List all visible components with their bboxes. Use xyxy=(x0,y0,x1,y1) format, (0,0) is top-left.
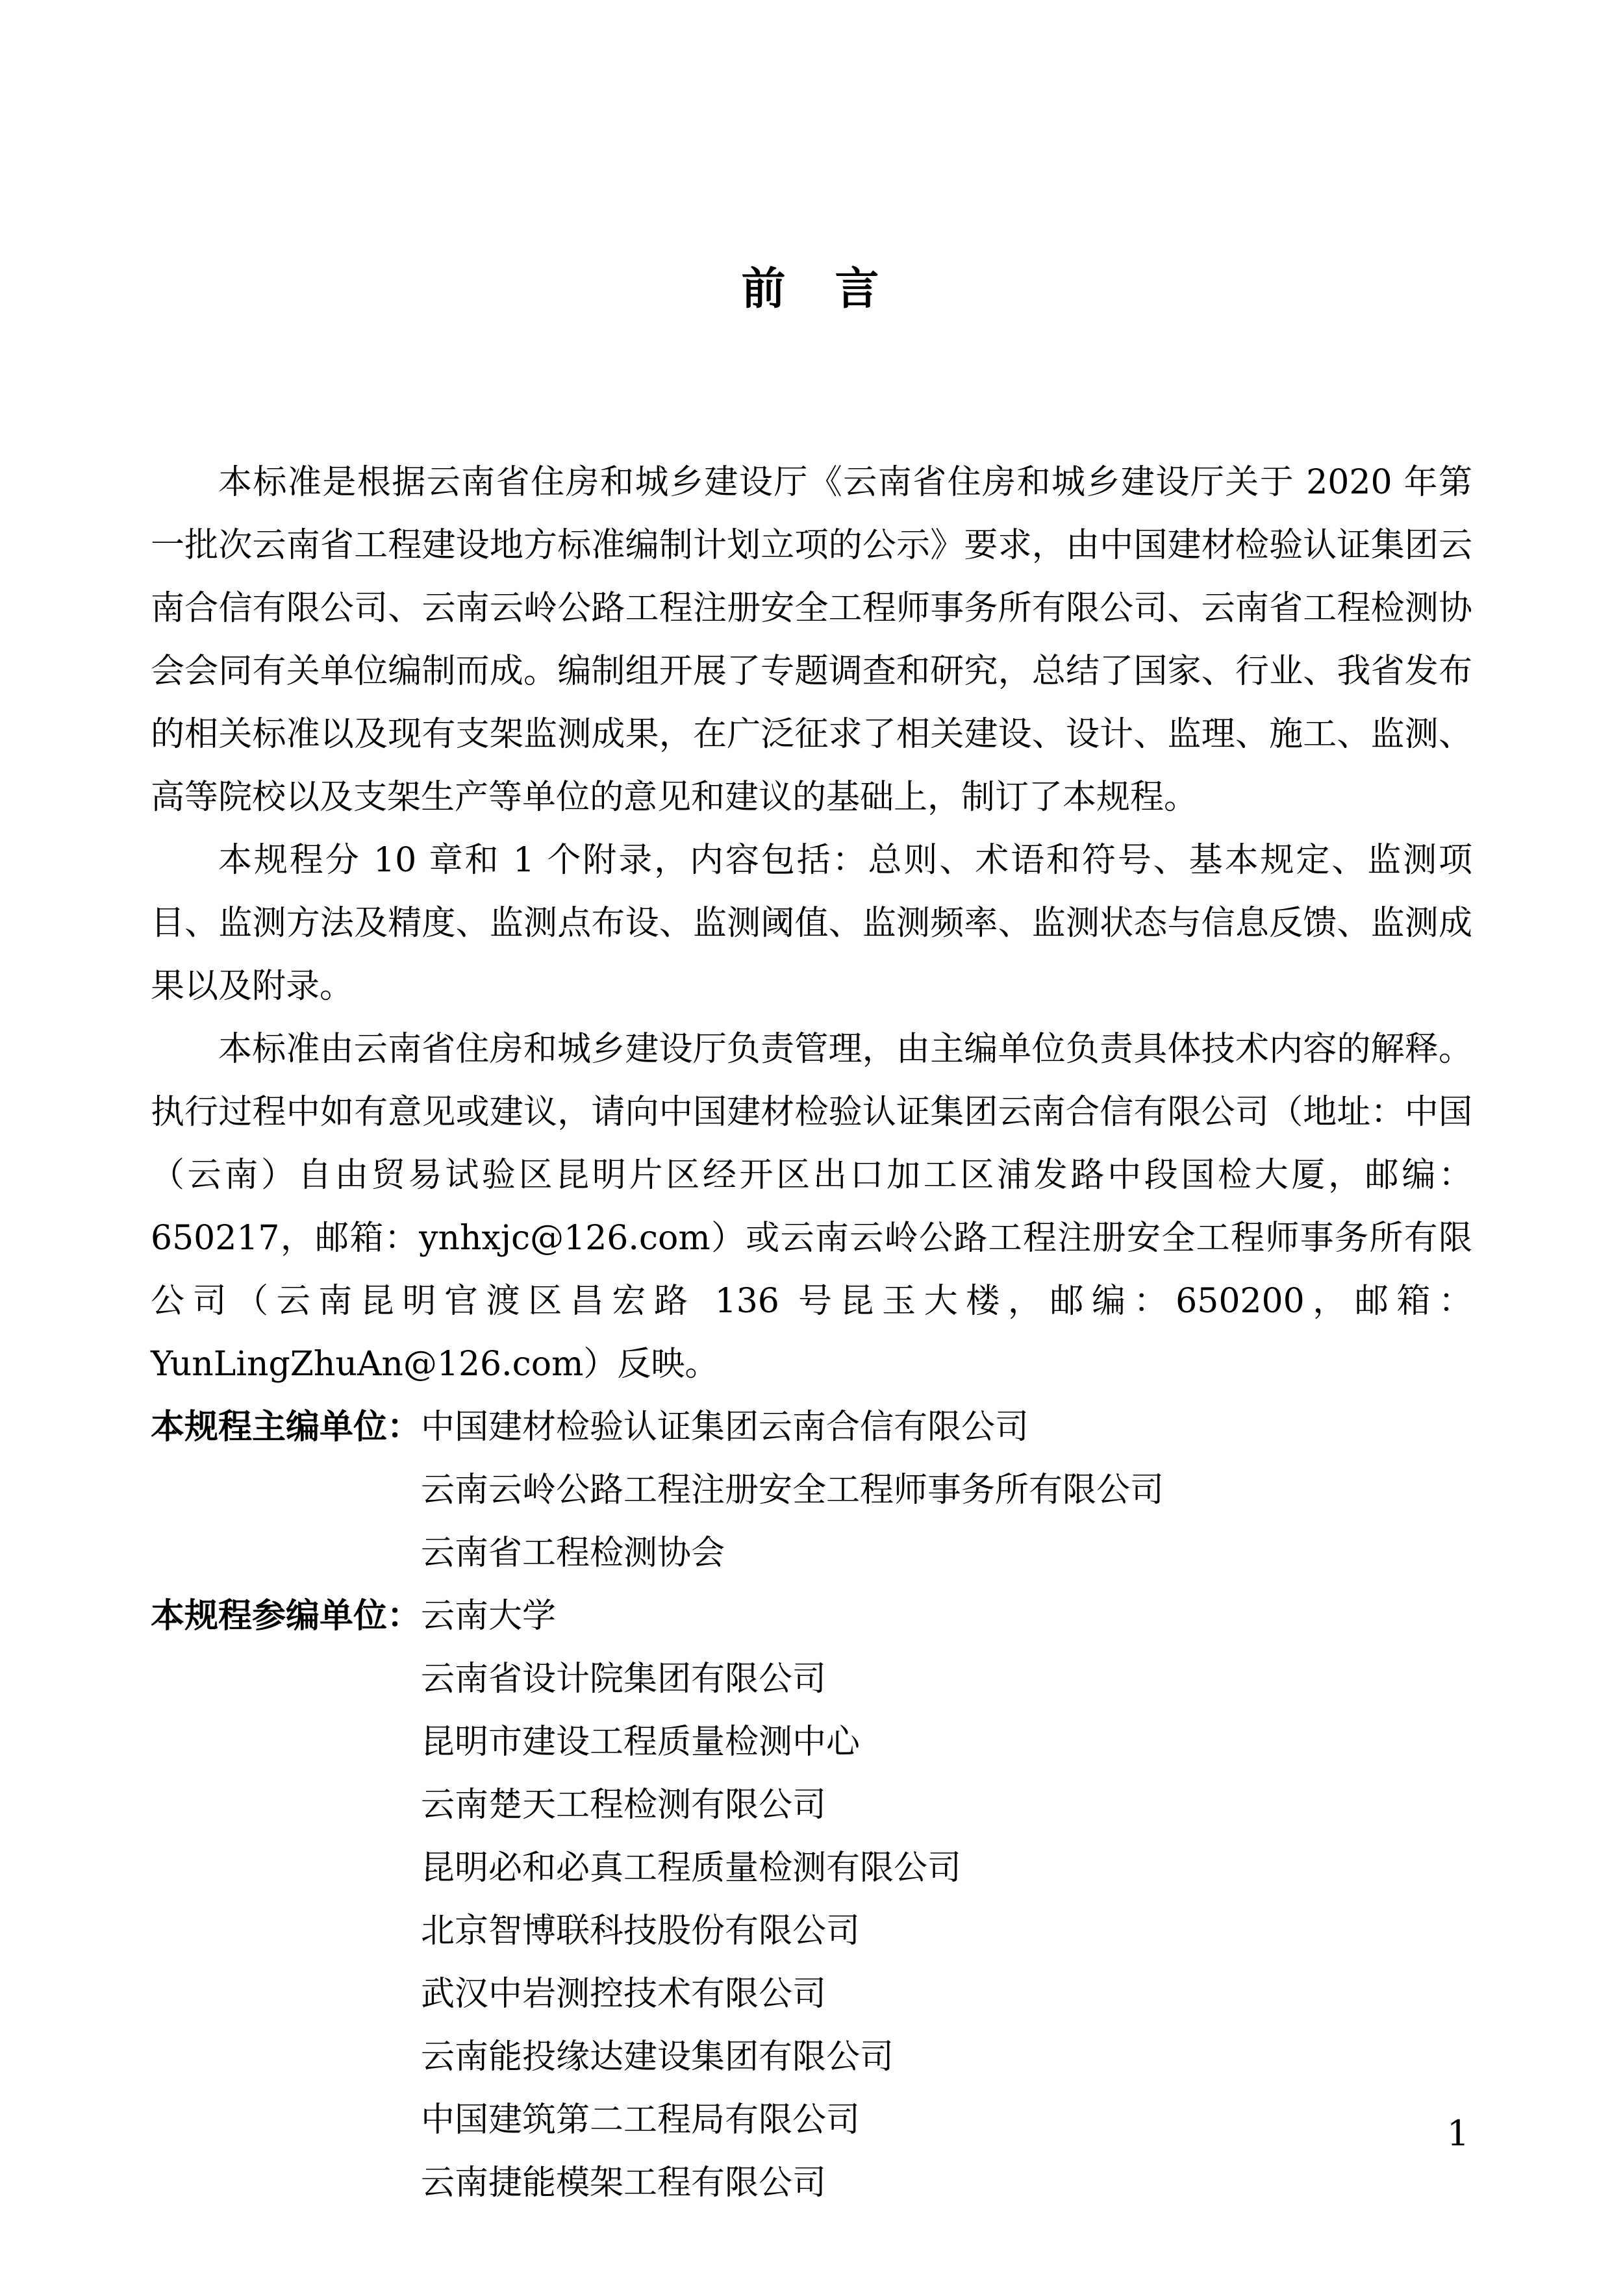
preface-body xyxy=(151,451,1472,2215)
list-item: 云南楚天工程检测有限公司 xyxy=(421,1786,827,1825)
participating-editor-list xyxy=(421,1585,1472,2215)
page-title: 前 言 xyxy=(741,263,882,315)
list-item: 云南省设计院集团有限公司 xyxy=(421,1660,827,1699)
list-item: 中国建筑第二工程局有限公司 xyxy=(421,2101,861,2140)
chief-editor-list xyxy=(421,1396,1472,1585)
list-item: 武汉中岩测控技术有限公司 xyxy=(421,1975,827,2014)
list-item: 云南大学 xyxy=(421,1597,557,1636)
list-item: 云南能投缘达建设集团有限公司 xyxy=(421,2038,894,2077)
preface-paragraph-3: 本标准由云南省住房和城乡建设厅负责管理，由主编单位负责具体技术内容的解释。执行过程中如有意见或建议，请向中国建材检验认证集团云南合信有限公司（地址：中国（云南）自由贸易试验区昆明片区经开区出口加工区浦发路中段国检大厦，邮编：650217，邮箱：ynhxjc@126.com）或云南云岭公路工程注册安全工程师事务所有限公司（云南昆明官渡区昌宏路 136 号昆玉大楼，邮编：650200，邮箱：YunLingZhuAn@126.com）反映。 xyxy=(151,1030,1472,1384)
list-item: 昆明市建设工程质量检测中心 xyxy=(421,1723,861,1762)
participating-editor-block xyxy=(151,1585,1472,2215)
page-content xyxy=(151,0,1472,2215)
list-item: 云南云岭公路工程注册安全工程师事务所有限公司 xyxy=(421,1471,1164,1510)
page-number: 1 xyxy=(1446,2113,1470,2154)
list-item: 云南省工程检测协会 xyxy=(421,1534,725,1573)
preface-paragraph-2: 本规程分 10 章和 1 个附录，内容包括：总则、术语和符号、基本规定、监测项目、监测方法及精度、监测点布设、监测阈值、监测频率、监测状态与信息反馈、监测成果以及附录。 xyxy=(151,841,1472,1006)
chief-editor-block xyxy=(151,1396,1472,1585)
participating-editor-label: 本规程参编单位： xyxy=(151,1597,421,1636)
list-item: 昆明必和必真工程质量检测有限公司 xyxy=(421,1849,962,1888)
list-item: 中国建材检验认证集团云南合信有限公司 xyxy=(421,1408,1029,1447)
preface-paragraph-1: 本标准是根据云南省住房和城乡建设厅《云南省住房和城乡建设厅关于 2020 年第一批次云南省工程建设地方标准编制计划立项的公示》要求，由中国建材检验认证集团云南合信有限公司、云南云岭公路工程注册安全工程师事务所有限公司、云南省工程检测协会会同有关单位编制而成。编制组开展了专题调查和研究，总结了国家、行业、我省发布的相关标准以及现有支架监测成果，在广泛征求了相关建设、设计、监理、施工、监测、高等院校以及支架生产等单位的意见和建议的基础上，制订了本规程。 xyxy=(151,463,1472,817)
list-item: 北京智博联科技股份有限公司 xyxy=(421,1912,861,1951)
list-item: 云南捷能模架工程有限公司 xyxy=(421,2164,827,2202)
chief-editor-label: 本规程主编单位： xyxy=(151,1408,421,1447)
